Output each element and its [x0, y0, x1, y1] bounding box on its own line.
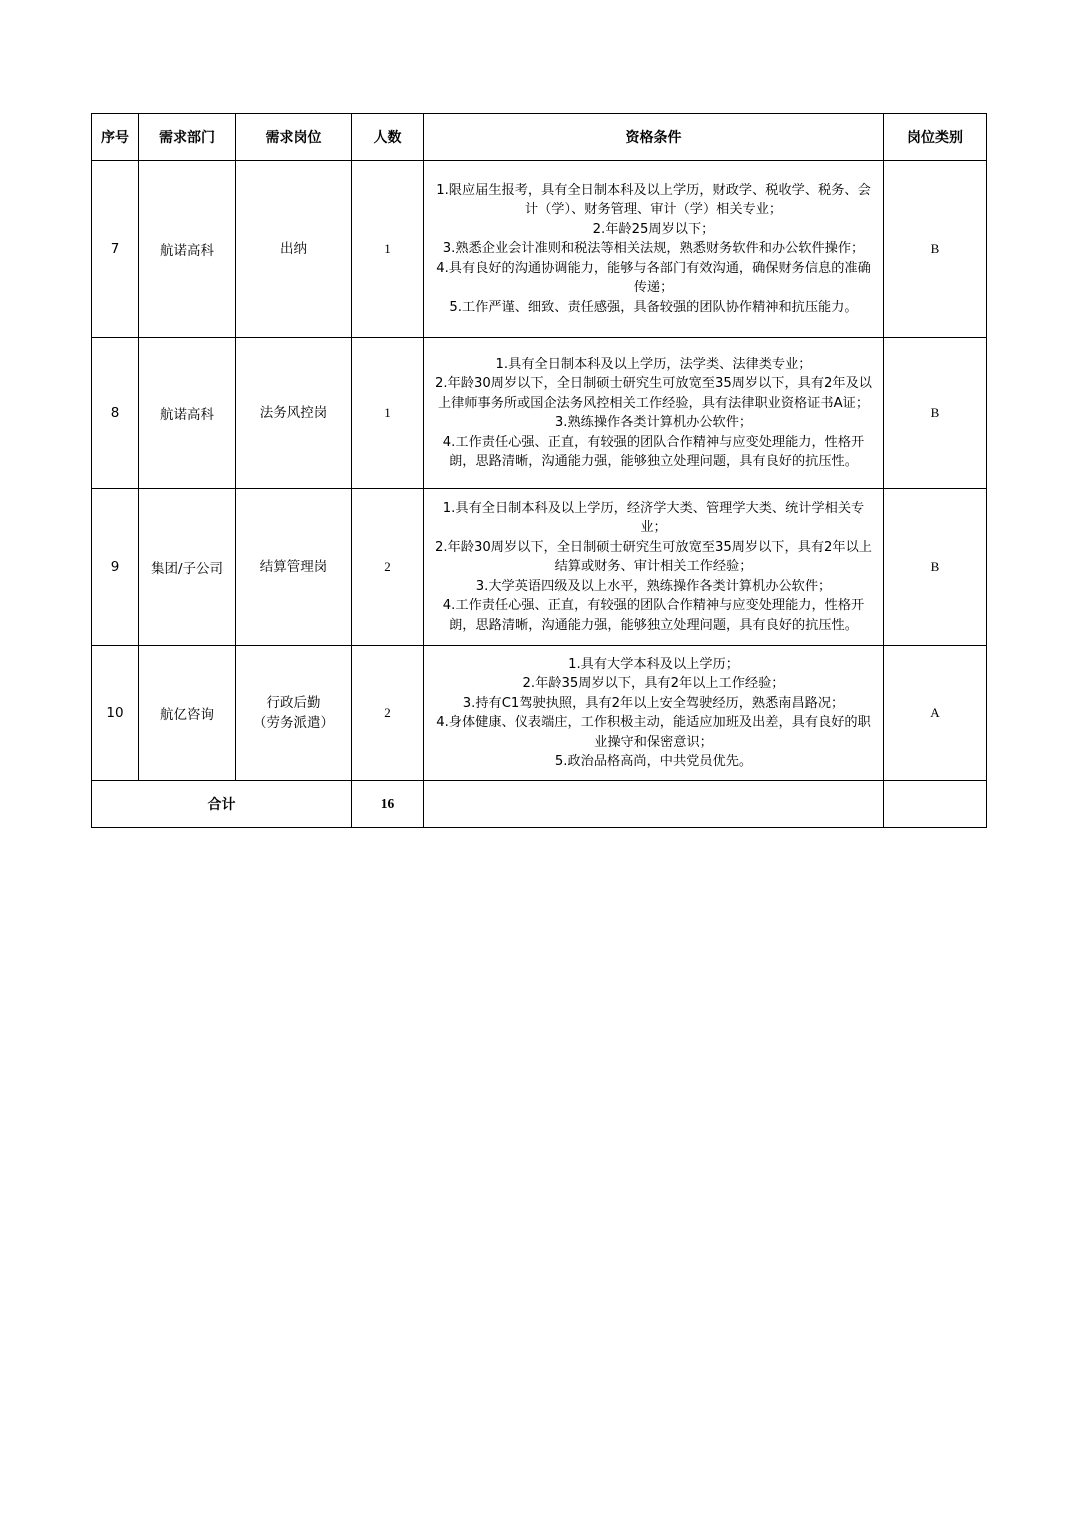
row-dept: 航诺高科 — [139, 161, 236, 338]
requirement-line: 2.年龄30周岁以下，全日制硕士研究生可放宽至35周岁以下，具有2年及以 — [435, 376, 872, 391]
header-req: 资格条件 — [424, 114, 884, 161]
requirement-line: 1.具有大学本科及以上学历； — [568, 656, 739, 672]
requirement-line: 3.熟悉企业会计准则和税法等相关法规，熟悉财务软件和办公软件操作； — [442, 241, 865, 257]
row-requirements — [424, 489, 884, 646]
requirement-line: 上律师事务所或国企法务风控相关工作经验，具有法律职业资格证书A证； — [437, 395, 870, 411]
requirement-line: 3.熟练操作各类计算机办公软件； — [554, 415, 753, 430]
row-post — [236, 489, 352, 646]
requirement-line: 朗，思路清晰，沟通能力强，能够独立处理问题，具有良好的抗压性。 — [449, 617, 858, 633]
table-body — [92, 161, 987, 828]
post-line: 行政后勤 — [266, 695, 321, 711]
row-idx: 9 — [92, 489, 139, 646]
requirement-line: 1.具有全日制本科及以上学历，经济学大类、管理学大类、统计学相关专 — [442, 500, 865, 516]
requirement-line: 1.具有全日制本科及以上学历，法学类、法律类专业； — [495, 356, 812, 372]
row-post — [236, 646, 352, 781]
requirement-line: 5.政治品格高尚，中共党员优先。 — [554, 754, 753, 769]
post-line: 法务风控岗 — [259, 405, 328, 421]
row-category: A — [884, 646, 987, 781]
row-idx: 10 — [92, 646, 139, 781]
row-post — [236, 338, 352, 489]
requirement-line: 传递； — [633, 280, 674, 296]
total-req-empty — [424, 781, 884, 828]
row-category: B — [884, 161, 987, 338]
row-category: B — [884, 338, 987, 489]
requirement-line: 朗，思路清晰，沟通能力强，能够独立处理问题，具有良好的抗压性。 — [449, 454, 858, 469]
requirement-line: 4.工作责任心强、正直，有较强的团队合作精神与应变处理能力，性格开 — [442, 598, 865, 614]
header-cat: 岗位类别 — [884, 114, 987, 161]
recruitment-table — [91, 113, 987, 828]
row-dept: 集团/子公司 — [139, 489, 236, 646]
requirement-line: 业； — [640, 520, 667, 536]
requirement-line: 2.年龄30周岁以下，全日制硕士研究生可放宽至35周岁以下，具有2年以上 — [435, 539, 872, 555]
requirement-line: 4.身体健康、仪表端庄，工作积极主动，能适应加班及出差，具有良好的职 — [436, 715, 871, 730]
total-cat-empty — [884, 781, 987, 828]
requirement-line: 结算或财务、审计相关工作经验； — [554, 559, 753, 575]
requirement-line: 业操守和保密意识； — [594, 734, 713, 750]
row-count: 2 — [352, 489, 424, 646]
requirement-line: 1.限应届生报考，具有全日制本科及以上学历，财政学、税收学、税务、会 — [436, 182, 871, 198]
table-row — [92, 646, 987, 781]
row-requirements — [424, 338, 884, 489]
requirement-line: 2.年龄35周岁以下，具有2年以上工作经验； — [522, 676, 785, 691]
row-category: B — [884, 489, 987, 646]
table-row — [92, 489, 987, 646]
table-row — [92, 161, 987, 338]
requirement-line: 3.持有C1驾驶执照，具有2年以上安全驾驶经历，熟悉南昌路况； — [462, 695, 845, 711]
row-dept: 航亿咨询 — [139, 646, 236, 781]
header-dept: 需求部门 — [139, 114, 236, 161]
requirement-line: 计（学）、财务管理、审计（学）相关专业； — [524, 202, 783, 218]
requirement-line: 5.工作严谨、细致、责任感强，具备较强的团队协作精神和抗压能力。 — [449, 299, 858, 315]
row-count: 2 — [352, 646, 424, 781]
row-requirements — [424, 646, 884, 781]
row-idx: 8 — [92, 338, 139, 489]
post-line: 出纳 — [280, 241, 307, 257]
table-row — [92, 338, 987, 489]
row-dept: 航诺高科 — [139, 338, 236, 489]
row-count: 1 — [352, 161, 424, 338]
requirement-line: 4.工作责任心强、正直，有较强的团队合作精神与应变处理能力，性格开 — [442, 434, 865, 450]
row-idx: 7 — [92, 161, 139, 338]
total-count: 16 — [352, 781, 424, 828]
row-post — [236, 161, 352, 338]
total-label: 合计 — [92, 781, 352, 828]
header-count: 人数 — [352, 114, 424, 161]
row-count: 1 — [352, 338, 424, 489]
row-requirements — [424, 161, 884, 338]
requirement-line: 4.具有良好的沟通协调能力，能够与各部门有效沟通，确保财务信息的准确 — [436, 260, 871, 276]
post-line: 结算管理岗 — [259, 559, 328, 575]
post-line: （劳务派遣） — [253, 715, 334, 731]
total-row — [92, 781, 987, 828]
requirement-line: 3.大学英语四级及以上水平，熟练操作各类计算机办公软件； — [475, 578, 832, 594]
requirement-line: 2.年龄25周岁以下； — [592, 221, 715, 237]
header-row — [92, 114, 987, 161]
header-post: 需求岗位 — [236, 114, 352, 161]
header-idx: 序号 — [92, 114, 139, 161]
